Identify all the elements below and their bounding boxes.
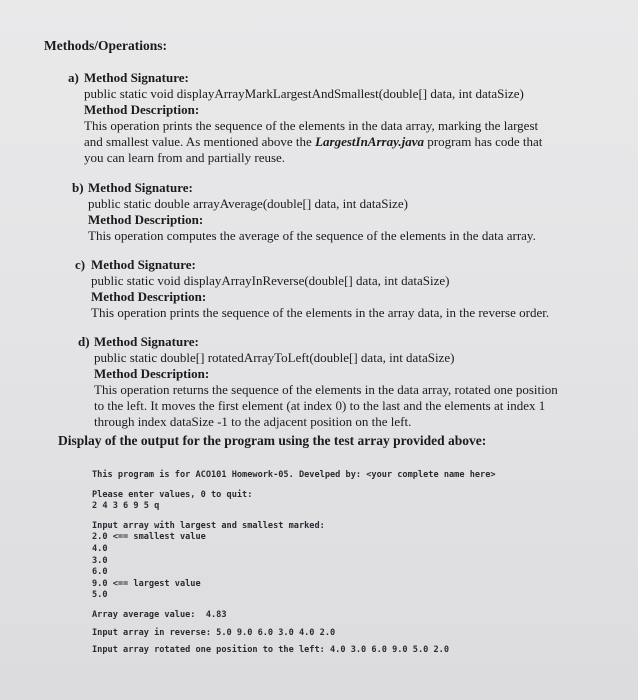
display-output-heading: Display of the output for the program using the test array provided above: [58,433,487,448]
method-description: This operation prints the sequence of the elements in the array data, in the reverse order. [91,305,550,320]
signature-label: Method Signature: [94,334,199,349]
method-description [84,118,559,166]
emphasized-filename: LargestInArray.java [315,134,425,149]
method-item-b [72,180,558,244]
console-array-line: 4.0 [92,543,108,554]
console-array-line: 6.0 [92,567,108,578]
signature-label: Method Signature: [88,180,193,195]
description-label: Method Description: [94,366,210,381]
console-reverse-line: Input array in reverse: 5.0 9.0 6.0 3.0 4.0 2.0 [92,627,336,638]
method-description: This operation computes the average of the sequence of the elements in the data array. [88,228,536,243]
console-rotated-line: Input array rotated one position to the left: 4.0 3.0 6.0 9.0 5.0 2.0 [92,645,449,656]
description-text: program has code that you can learn from and partially reuse. [84,134,543,165]
item-letter: a) [68,70,79,85]
method-signature: public static double[] rotatedArrayToLeft(double[] data, int dataSize) [94,350,455,365]
console-array-line: 5.0 [92,590,108,601]
method-signature: public static void displayArrayMarkLargestAndSmallest(double[] data, int dataSize) [84,86,524,101]
console-array-line: 3.0 [92,555,108,566]
method-signature: public static void displayArrayInReverse(double[] data, int dataSize) [91,273,450,288]
console-input-line: 2 4 3 6 9 5 q [92,501,160,512]
console-array-line: 2.0 <== smallest value [92,532,206,543]
item-letter: c) [75,257,86,272]
console-output [92,470,496,657]
methods-heading: Methods/Operations: [44,38,167,53]
item-letter: b) [72,180,84,195]
description-text: This operation prints the sequence of the elements in the data array, marking the largest and smallest value. As mentioned above the [84,118,539,149]
signature-label: Method Signature: [91,257,196,272]
method-item-c [75,257,561,321]
console-average-line: Array average value: 4.83 [92,609,227,620]
console-marked-header: Input array with largest and smallest marked: [92,520,325,531]
console-prompt-line: Please enter values, 0 to quit: [92,489,253,500]
method-signature: public static double arrayAverage(double[] data, int dataSize) [88,196,408,211]
console-array-line: 9.0 <== largest value [92,578,201,589]
method-item-a [68,70,559,166]
method-description: This operation returns the sequence of the elements in the data array, rotated one position to the left. It moves the first element (at index 0) to the last and the elements at index 1 through index dataSize -1 to the adjacent position on the left. [94,382,558,429]
description-label: Method Description: [84,102,200,117]
signature-label: Method Signature: [84,70,189,85]
description-label: Method Description: [91,289,207,304]
method-item-d [78,334,564,430]
item-letter: d) [78,334,90,349]
description-label: Method Description: [88,212,204,227]
console-intro-line: This program is for ACO101 Homework-05. Develped by: <your complete name here> [92,470,496,480]
